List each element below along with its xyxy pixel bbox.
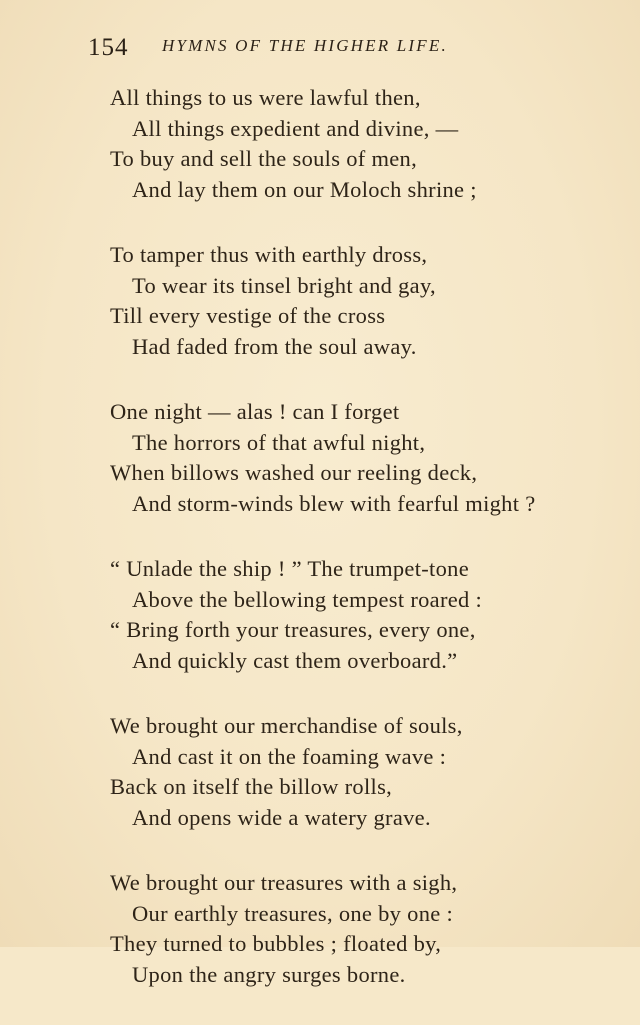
poem-line: One night — alas ! can I forget <box>110 399 400 424</box>
poem-line: The horrors of that awful night, <box>132 429 426 455</box>
poem-line: To wear its tinsel bright and gay, <box>132 272 436 298</box>
poem-line: All things expedient and divine, — <box>132 115 459 141</box>
stanza-6 <box>110 868 610 990</box>
poem-line: And cast it on the foaming wave : <box>132 743 447 769</box>
stanza-5 <box>110 711 610 833</box>
poem-line: “ Bring forth your treasures, every one, <box>110 617 476 642</box>
stanza-3 <box>110 397 610 519</box>
poem-line: Had faded from the soul away. <box>132 333 417 359</box>
poem-line: To tamper thus with earthly dross, <box>110 242 428 267</box>
running-head: HYMNS OF THE HIGHER LIFE. <box>162 36 448 55</box>
poem-line: Above the bellowing tempest roared : <box>132 586 483 612</box>
poem-line: Till every vestige of the cross <box>110 303 386 328</box>
poem-line: And quickly cast them overboard.” <box>132 647 458 673</box>
stanza-1 <box>110 83 610 205</box>
poem-line: We brought our treasures with a sigh, <box>110 870 458 895</box>
poem-line: Back on itself the billow rolls, <box>110 774 393 799</box>
poem-line: And storm-winds blew with fearful might ? <box>132 490 536 516</box>
poem-line: They turned to bubbles ; floated by, <box>110 931 442 956</box>
poem-line: When billows washed our reeling deck, <box>110 460 478 485</box>
poem-line: Upon the angry surges borne. <box>132 961 406 987</box>
poem-line: All things to us were lawful then, <box>110 85 421 110</box>
poem-line: To buy and sell the souls of men, <box>110 146 418 171</box>
poem-line: And lay them on our Moloch shrine ; <box>132 176 477 202</box>
page-number: 154 <box>88 34 129 61</box>
stanza-2 <box>110 240 610 362</box>
stanza-4 <box>110 554 610 676</box>
page-header <box>88 32 548 62</box>
poem <box>110 83 610 1025</box>
poem-line: Our earthly treasures, one by one : <box>132 900 454 926</box>
poem-line: “ Unlade the ship ! ” The trumpet-tone <box>110 556 469 581</box>
poem-line: We brought our merchandise of souls, <box>110 713 463 738</box>
poem-line: And opens wide a watery grave. <box>132 804 431 830</box>
